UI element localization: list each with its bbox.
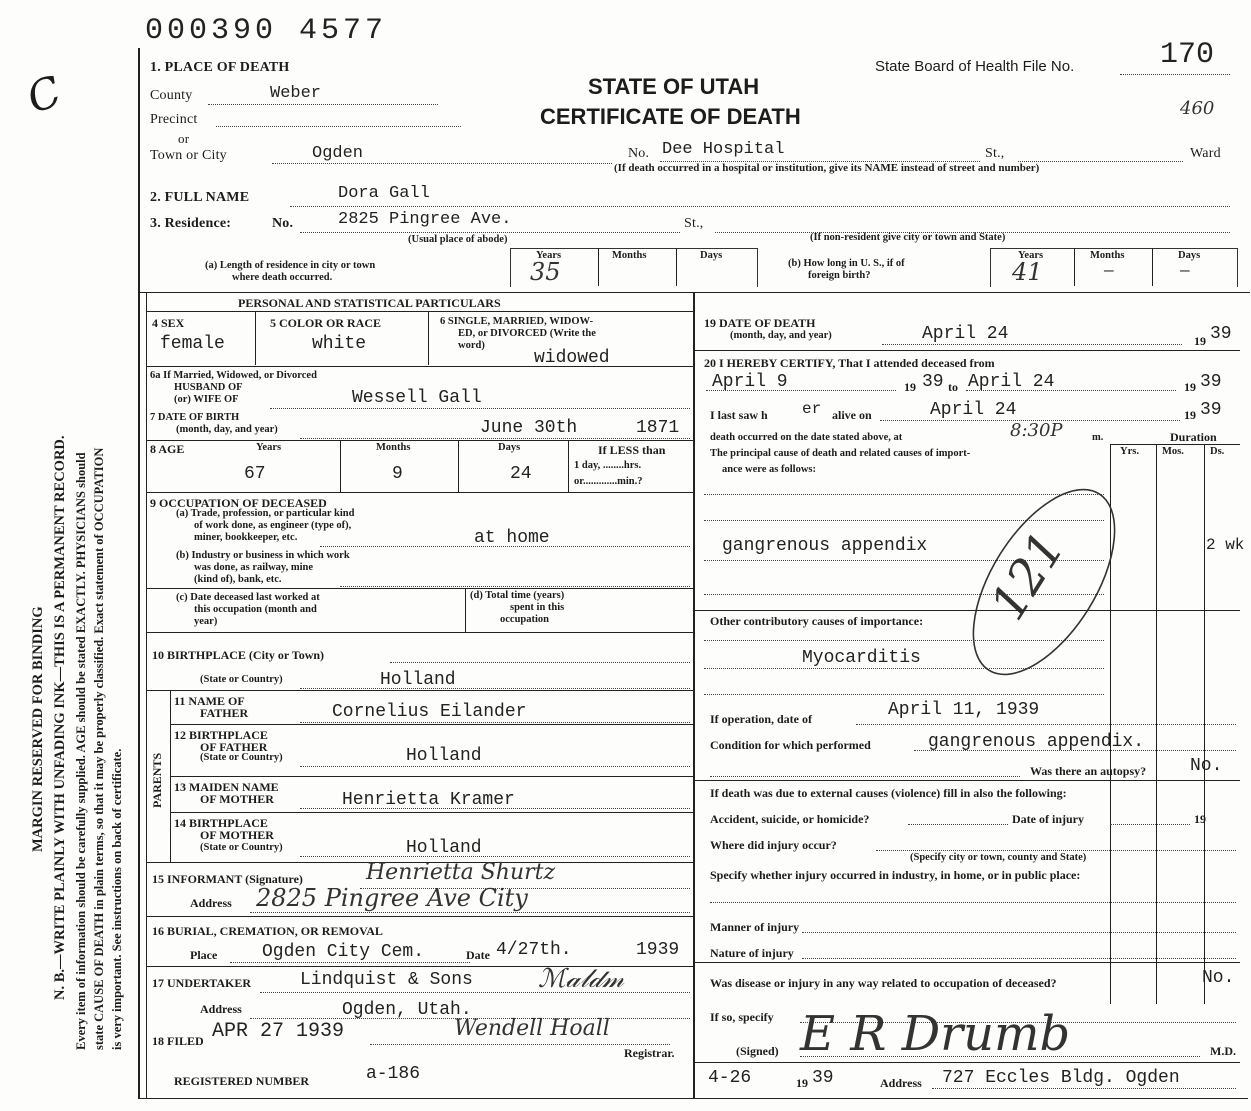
margin-instructions-3: is very important. See instructions on back of certificate.	[110, 748, 124, 1050]
autopsy-value: No.	[1190, 756, 1223, 776]
form-left-border	[138, 48, 140, 1098]
dod-label1: 19 DATE OF DEATH	[704, 316, 816, 330]
sig-nineteen: 19	[796, 1076, 808, 1090]
undertaker-signature: ℳ𝒶𝓁𝒹𝓂	[538, 964, 624, 994]
certify-label: 20 I HEREBY CERTIFY, That I attended deceased from	[704, 356, 995, 370]
occ-c1: (c) Date deceased last worked at	[176, 592, 320, 603]
age-months-value: 9	[392, 464, 403, 484]
left-column-border	[146, 292, 147, 1098]
informant-signature: Henrietta Shurtz	[366, 860, 556, 885]
to-year: 39	[1200, 372, 1222, 392]
dob-value: June 30th	[480, 418, 578, 438]
filed-label: 18 FILED	[152, 1034, 204, 1048]
injury-date-label: Date of injury	[1012, 812, 1084, 826]
ds-label: Ds.	[1210, 446, 1225, 457]
certificate-title: CERTIFICATE OF DEATH	[540, 104, 801, 129]
contrib-label: Other contributory causes of importance:	[710, 614, 924, 628]
or-label: or	[178, 131, 190, 146]
parents-label: PARENTS	[150, 752, 164, 808]
serial-number: 000390 4577	[145, 14, 388, 48]
undertaker-value: Lindquist & Sons	[300, 970, 473, 990]
time-of-death: 8:30P	[1010, 420, 1063, 441]
dob-year: 1871	[636, 418, 680, 438]
principal-label2: ance were as follows:	[722, 464, 816, 475]
attend-to: April 24	[968, 372, 1055, 392]
father-label2: FATHER	[200, 706, 249, 720]
column-divider	[693, 292, 695, 1098]
occ-a3: miner, bookkeeper, etc.	[194, 532, 298, 543]
spouse-value: Wessell Gall	[352, 388, 482, 408]
principal-label1: The principal cause of death and related causes of import-	[710, 448, 971, 459]
to-label: to	[948, 380, 958, 394]
md-label: M.D.	[1210, 1044, 1236, 1058]
personal-heading: PERSONAL AND STATISTICAL PARTICULARS	[238, 296, 501, 310]
undertaker-address: Ogden, Utah.	[342, 1000, 472, 1020]
burial-date-value: 4/27th.	[496, 940, 572, 960]
dod-label2: (month, day, and year)	[730, 330, 832, 341]
burial-label: 16 BURIAL, CREMATION, OR REMOVAL	[152, 924, 383, 938]
occ-c2: this occupation (month and	[194, 604, 317, 615]
spouse-label2: HUSBAND OF	[174, 382, 243, 393]
mother-label2: OF MOTHER	[200, 792, 274, 806]
margin-instructions-1: Every item of information should be carefully supplied. AGE should be stated EXACTLY. PHYSICIANS should	[74, 452, 88, 1050]
marital-value: widowed	[534, 348, 610, 368]
informant-address-label: Address	[190, 896, 232, 910]
less-label3: or.............min.?	[574, 476, 643, 487]
b-years-label: Years	[1018, 250, 1044, 261]
father-label1: 11 NAME OF	[174, 694, 245, 708]
contrib-value: Myocarditis	[802, 648, 921, 668]
registrar-signature: Wendell Hoall	[454, 1016, 610, 1041]
file-no-label: State Board of Health File No.	[875, 58, 1075, 75]
b-days-label: Days	[1178, 250, 1201, 261]
related-value: No.	[1202, 968, 1235, 988]
us-length-label: (b) How long in U. S., if of	[788, 258, 905, 269]
full-name-value: Dora Gall	[338, 184, 430, 203]
autopsy-label: Was there an autopsy?	[1030, 764, 1147, 778]
dod-value: April 24	[922, 324, 1009, 344]
county-label: County	[150, 88, 193, 103]
mbirth-label1: 14 BIRTHPLACE	[174, 816, 268, 830]
physician-address-label: Address	[880, 1076, 922, 1090]
length-residence-label2: where death occurred.	[232, 272, 333, 283]
last-saw-her: er	[802, 400, 822, 418]
margin-instructions-2: state CAUSE OF DEATH in plain terms, so that it may be properly classified. Exact statement of OCCUPATION	[92, 447, 106, 1050]
cause-duration: 2 wk	[1206, 536, 1245, 554]
ifso-label: If so, specify	[710, 1010, 774, 1024]
file-no-value: 170	[1160, 38, 1215, 72]
margin-permanent: N. B.—WRITE PLAINLY WITH UNFADING INK—THIS IS A PERMANENT RECORD.	[52, 435, 68, 1000]
hospital-note: (If death occurred in a hospital or institution, give its NAME instead of street and number)	[614, 162, 1040, 174]
mbirth-label2: OF MOTHER	[200, 828, 274, 842]
informant-address: 2825 Pingree Ave City	[256, 884, 528, 912]
fbirth-value: Holland	[406, 746, 482, 766]
marital-label3: word)	[458, 340, 485, 351]
a-months-label: Months	[612, 250, 647, 261]
fbirth-state-label: (State or Country)	[200, 752, 283, 763]
less-label2: 1 day, ........hrs.	[574, 460, 642, 471]
town-label: Town or City	[150, 148, 227, 163]
b-years-value: 41	[1012, 258, 1043, 286]
registrar-no: 460	[1180, 98, 1215, 119]
occ-c3: year)	[194, 616, 218, 627]
age-months-label: Months	[376, 442, 411, 453]
cause-of-death: gangrenous appendix	[722, 536, 928, 556]
state-title: STATE OF UTAH	[588, 74, 760, 99]
place-of-death-heading: 1. PLACE OF DEATH	[150, 60, 290, 75]
occ-a2: of work done, as engineer (type of),	[194, 520, 352, 531]
residence-st-label: St.,	[684, 216, 704, 231]
condition-label: Condition for which performed	[710, 738, 871, 752]
b-days-value: —	[1180, 262, 1190, 280]
injury-nineteen: 19	[1194, 812, 1206, 826]
margin-binding: MARGIN RESERVED FOR BINDING	[30, 606, 46, 852]
physician-signature: E R Drumb	[800, 1006, 1071, 1062]
external-label: If death was due to external causes (violence) fill in also the following:	[710, 786, 1067, 800]
spouse-label3: (or) WIFE OF	[174, 394, 239, 405]
marital-label2: ED, or DIVORCED (Write the	[458, 328, 596, 339]
a-days-label: Days	[700, 250, 723, 261]
accident-label: Accident, suicide, or homicide?	[710, 812, 870, 826]
burial-place-label: Place	[190, 948, 218, 962]
usual-abode-note: (Usual place of abode)	[408, 234, 508, 245]
condition-value: gangrenous appendix.	[928, 732, 1145, 752]
attend-from: April 9	[712, 372, 788, 392]
nature-label: Nature of injury	[710, 946, 794, 960]
age-years-label: Years	[256, 442, 282, 453]
physician-address: 727 Eccles Bldg. Ogden	[942, 1068, 1180, 1088]
mbirth-value: Holland	[406, 838, 482, 858]
filed-stamp: APR 27 1939	[212, 1020, 345, 1043]
signature-date: 4-26	[708, 1068, 752, 1088]
informant-label: 15 INFORMANT (Signature)	[152, 872, 303, 886]
mother-value: Henrietta Kramer	[342, 790, 515, 810]
undertaker-address-label: Address	[200, 1002, 242, 1016]
ward-label: Ward	[1190, 146, 1221, 161]
circled-code: 121	[979, 522, 1076, 630]
operation-date: April 11, 1939	[888, 700, 1040, 720]
st-label: St.,	[985, 146, 1005, 161]
last-nineteen: 19	[1184, 408, 1196, 422]
town-value: Ogden	[312, 144, 364, 163]
birthplace-label: 10 BIRTHPLACE (City or Town)	[152, 648, 325, 662]
occurred-label: death occurred on the date stated above, at	[710, 432, 903, 443]
length-residence-label: (a) Length of residence in city or town	[205, 260, 376, 271]
sex-label: 4 SEX	[152, 316, 185, 330]
last-saw-label: I last saw h	[710, 408, 768, 422]
where-label: Where did injury occur?	[710, 838, 837, 852]
non-resident-note: (If non-resident give city or town and State)	[810, 232, 1006, 243]
residence-no-label: No.	[272, 216, 294, 231]
dod-year: 39	[1210, 324, 1232, 344]
residence-value: 2825 Pingree Ave.	[338, 210, 512, 229]
fbirth-label2: OF FATHER	[200, 740, 268, 754]
b-months-value: —	[1104, 262, 1114, 280]
related-label: Was disease or injury in any way related to occupation of deceased?	[710, 976, 1057, 990]
no-label: No.	[628, 146, 650, 161]
alive-label: alive on	[832, 408, 872, 422]
age-days-label: Days	[498, 442, 521, 453]
undertaker-label: 17 UNDERTAKER	[152, 976, 252, 990]
hospital-value: Dee Hospital	[662, 140, 785, 159]
to-nineteen: 19	[1184, 380, 1196, 394]
father-value: Cornelius Eilander	[332, 702, 527, 722]
dob-label1: 7 DATE OF BIRTH	[150, 412, 240, 423]
reg-number-value: a-186	[366, 1064, 421, 1084]
dob-label2: (month, day, and year)	[176, 424, 278, 435]
occ-b1: (b) Industry or business in which work	[176, 550, 350, 561]
corner-mark: C	[20, 65, 68, 124]
occ-d3: occupation	[500, 614, 550, 625]
age-years-value: 67	[244, 464, 266, 484]
mother-label1: 13 MAIDEN NAME	[174, 780, 279, 794]
burial-date-label: Date	[466, 948, 490, 962]
occ-b2: was done, as railway, mine	[194, 562, 314, 573]
birthplace-state-label: (State or Country)	[200, 674, 283, 685]
burial-place-value: Ogden City Cem.	[262, 942, 425, 962]
occ-d1: (d) Total time (years)	[470, 590, 565, 601]
birthplace-value: Holland	[380, 670, 456, 690]
occ-a-value: at home	[474, 528, 550, 548]
from-nineteen: 19	[904, 380, 916, 394]
occupation-heading: 9 OCCUPATION OF DECEASED	[150, 496, 327, 510]
a-years-value: 35	[530, 258, 561, 286]
manner-label: Manner of injury	[710, 920, 800, 934]
color-label: 5 COLOR OR RACE	[270, 316, 382, 330]
fbirth-label1: 12 BIRTHPLACE	[174, 728, 268, 742]
sex-value: female	[160, 334, 225, 354]
mos-label: Mos.	[1162, 446, 1184, 457]
reg-number-label: REGISTERED NUMBER	[174, 1074, 310, 1088]
residence-label: 3. Residence:	[150, 216, 232, 231]
specify-industry-label: Specify whether injury occurred in industry, in home, or in public place:	[710, 868, 1081, 882]
b-months-label: Months	[1090, 250, 1125, 261]
spouse-label1: 6a If Married, Widowed, or Divorced	[150, 370, 317, 381]
yrs-label: Yrs.	[1120, 446, 1139, 457]
us-length-label2: foreign birth?	[808, 270, 871, 281]
occ-a1: (a) Trade, profession, or particular kind	[176, 508, 355, 519]
signature-year: 39	[812, 1068, 834, 1088]
a-years-label: Years	[536, 250, 562, 261]
signed-label: (Signed)	[736, 1044, 779, 1058]
registrar-label: Registrar.	[624, 1046, 675, 1060]
color-value: white	[312, 334, 367, 354]
form-bottom-border	[138, 1098, 1248, 1099]
occ-d2: spent in this	[510, 602, 565, 613]
specify-city-label: (Specify city or town, county and State)	[910, 852, 1087, 863]
less-label1: If LESS than	[598, 443, 666, 457]
from-year: 39	[922, 372, 944, 392]
last-year: 39	[1200, 400, 1222, 420]
occ-b3: (kind of), bank, etc.	[194, 574, 282, 585]
precinct-label: Precinct	[150, 112, 198, 127]
marital-label1: 6 SINGLE, MARRIED, WIDOW-	[440, 316, 594, 327]
operation-label: If operation, date of	[710, 712, 812, 726]
m-label: m.	[1092, 432, 1104, 443]
duration-label: Duration	[1170, 430, 1217, 444]
age-days-value: 24	[510, 464, 532, 484]
age-label: 8 AGE	[150, 442, 185, 456]
last-saw-date: April 24	[930, 400, 1017, 420]
burial-year-value: 1939	[636, 940, 680, 960]
mbirth-state-label: (State or Country)	[200, 842, 283, 853]
dod-nineteen: 19	[1194, 334, 1206, 348]
county-value: Weber	[270, 84, 322, 103]
full-name-label: 2. FULL NAME	[150, 190, 250, 205]
